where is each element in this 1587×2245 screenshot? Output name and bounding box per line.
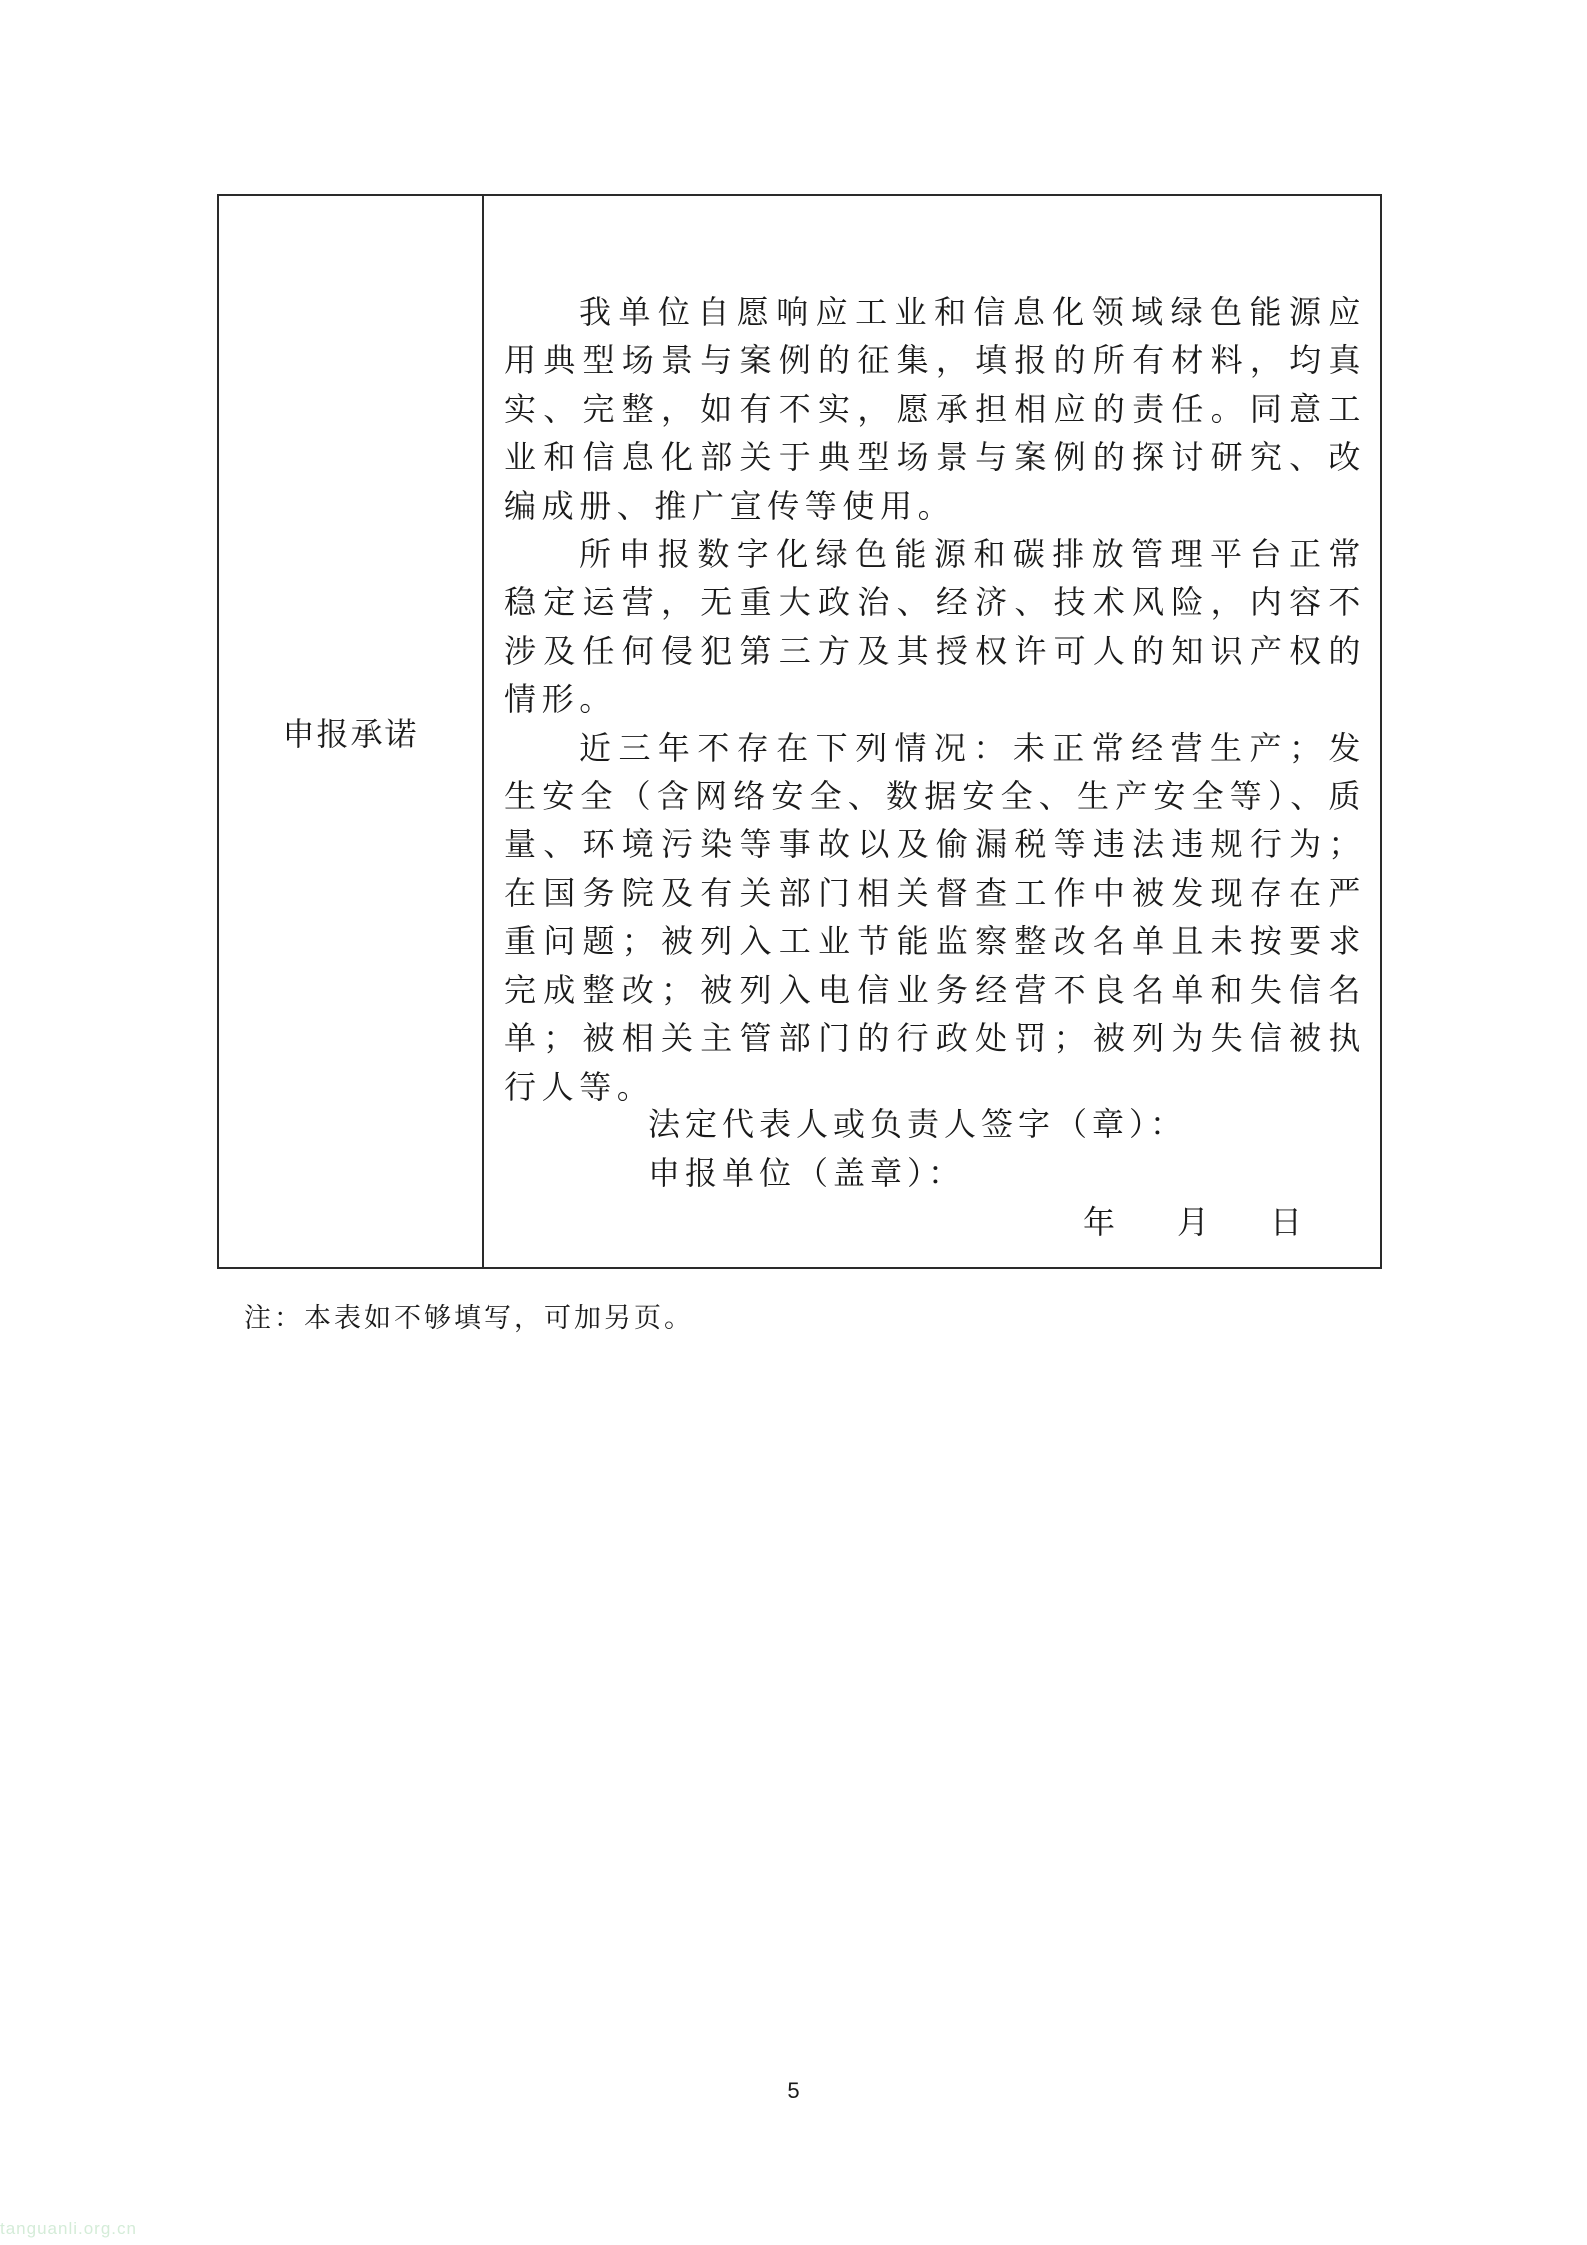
- commitment-paragraph: 我单位自愿响应工业和信息化领域绿色能源应用典型场景与案例的征集，填报的所有材料，均真实、完整，如有不实，愿承担相应的责任。同意工业和信息化部关于典型场景与案例的探讨研究、改编成册、推广宣传等使用。: [504, 293, 1366, 525]
- commitment-label: 申报承诺: [282, 715, 419, 753]
- table-note: 注：本表如不够填写，可加另页。: [244, 1303, 694, 1334]
- date-line: [484, 1197, 1380, 1241]
- commitment-table: [217, 194, 1382, 1269]
- site-watermark: tanguanli.org.cn: [0, 2219, 137, 2238]
- commitment-paragraph: 近三年不存在下列情况：未正常经营生产；发生安全（含网络安全、数据安全、生产安全等）、质量、环境污染等事故以及偷漏税等违法违规行为；在国务院及有关部门相关督查工作中被发现存在严重问题；被列入工业节能监察整改名单且未按要求完成整改；被列入电信业务经营不良名单和失信名单；被相关主管部门的行政处罚；被列为失信被执行人等。: [504, 728, 1366, 1106]
- date-day: 日: [1270, 1203, 1303, 1241]
- unit-seal-line: 申报单位（盖章）：: [648, 1154, 966, 1192]
- label-cell: [219, 196, 484, 1267]
- content-cell: [484, 196, 1380, 1267]
- page-number: 5: [787, 2078, 800, 2103]
- commitment-paragraph: 所申报数字化绿色能源和碳排放管理平台正常稳定运营，无重大政治、经济、技术风险，内容不涉及任何侵犯第三方及其授权许可人的知识产权的情形。: [504, 535, 1366, 719]
- date-year: 年: [1083, 1203, 1116, 1241]
- date-month: 月: [1177, 1203, 1210, 1241]
- representative-signature-line: 法定代表人或负责人签字（章）：: [648, 1105, 1188, 1143]
- commitment-body: [504, 288, 1366, 1111]
